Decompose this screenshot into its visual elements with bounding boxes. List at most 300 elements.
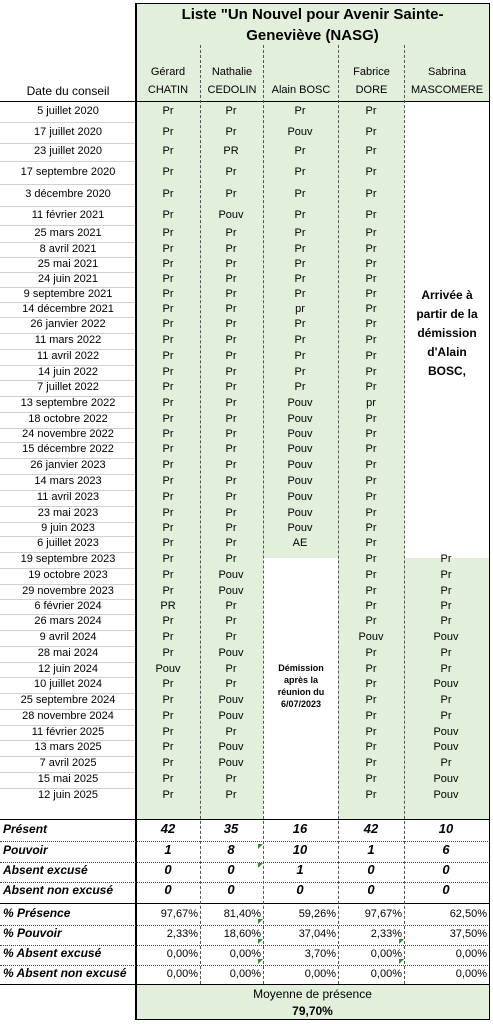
bottom-border <box>135 1019 490 1020</box>
summary-label: Absent non excusé <box>3 883 114 897</box>
percent-value: 3,70% <box>304 948 336 960</box>
attendance-cell: Pr <box>365 443 377 455</box>
comment-marker <box>399 939 404 944</box>
summary-value: 0 <box>367 862 375 877</box>
attendance-cell: Pouv <box>287 126 313 138</box>
row-date: 28 novembre 2024 <box>22 710 114 722</box>
attendance-cell: Pouv <box>287 428 313 440</box>
attendance-cell: Pr <box>225 631 237 643</box>
row-separator <box>0 161 135 162</box>
attendance-cell: Pr <box>440 585 452 597</box>
attendance-cell: Pouv <box>433 741 459 753</box>
percent-bottom-line <box>0 984 490 985</box>
resignation-note-line: 6/07/2023 <box>280 699 322 709</box>
attendance-cell: Pr <box>225 475 237 487</box>
attendance-cell: Pr <box>225 537 237 549</box>
attendance-cell: Pr <box>440 757 452 769</box>
row-date: 9 avril 2024 <box>39 631 97 643</box>
attendance-cell: Pr <box>365 258 377 270</box>
attendance-cell: Pr <box>162 243 174 255</box>
row-separator <box>0 184 135 185</box>
percent-value: 97,67% <box>160 908 198 920</box>
row-date: 12 juin 2025 <box>38 789 98 801</box>
date-column-header: Date du conseil <box>26 84 110 98</box>
row-date: 24 juin 2021 <box>38 273 98 285</box>
attendance-cell: Pr <box>365 459 377 471</box>
attendance-cell: Pr <box>365 188 377 200</box>
row-date: 11 avril 2023 <box>36 491 100 503</box>
row-date: 17 septembre 2020 <box>20 166 116 178</box>
summary-value: 35 <box>223 821 239 836</box>
attendance-cell: Pr <box>162 145 174 157</box>
summary-value: 0 <box>227 882 235 897</box>
attendance-cell: Pr <box>440 694 452 706</box>
row-date: 11 avril 2022 <box>36 350 100 362</box>
attendance-cell: Pouv <box>433 773 459 785</box>
attendance-cell: Pr <box>225 366 237 378</box>
attendance-cell: Pr <box>365 428 377 440</box>
summary-label: Pouvoir <box>3 843 48 857</box>
attendance-cell: Pr <box>365 145 377 157</box>
attendance-cell: Pr <box>225 663 237 675</box>
attendance-cell: PR <box>223 145 239 157</box>
attendance-cell: Pr <box>294 145 306 157</box>
member-first-5: Sabrina <box>428 66 466 78</box>
row-date: 7 juillet 2022 <box>37 381 99 393</box>
attendance-cell: Pr <box>162 366 174 378</box>
attendance-cell: Pr <box>162 773 174 785</box>
top-border <box>135 3 490 4</box>
attendance-cell: Pr <box>365 105 377 117</box>
attendance-cell: Pouv <box>218 710 244 722</box>
sheet-title-line1: Liste "Un Nouvel pour Avenir Sainte- <box>181 6 444 23</box>
attendance-cell: Pr <box>365 491 377 503</box>
attendance-cell: Pr <box>225 428 237 440</box>
summary-value: 0 <box>164 882 172 897</box>
summary-value: 10 <box>292 842 308 857</box>
left-border <box>135 3 137 1020</box>
percent-label: % Absent non excusé <box>3 966 127 980</box>
attendance-cell: Pouv <box>218 741 244 753</box>
percent-separator <box>0 925 490 926</box>
member-first-4: Fabrice <box>353 66 390 78</box>
row-date: 3 décembre 2020 <box>25 188 111 200</box>
attendance-cell: Pr <box>365 773 377 785</box>
attendance-cell: Pouv <box>218 757 244 769</box>
attendance-cell: Pr <box>365 334 377 346</box>
attendance-cell: Pr <box>365 663 377 675</box>
member-last-1: CHATIN <box>147 84 189 96</box>
attendance-cell: Pr <box>365 507 377 519</box>
summary-value: 1 <box>164 842 172 857</box>
summary-value: 16 <box>292 821 308 836</box>
attendance-cell: Pr <box>225 443 237 455</box>
attendance-cell: Pr <box>365 678 377 690</box>
percent-value: 0,00% <box>455 968 487 980</box>
attendance-cell: Pr <box>162 428 174 440</box>
percent-value: 0,00% <box>166 968 198 980</box>
attendance-cell: Pr <box>162 726 174 738</box>
attendance-cell: Pr <box>162 413 174 425</box>
attendance-cell: Pr <box>365 710 377 722</box>
attendance-cell: Pr <box>162 188 174 200</box>
attendance-cell: Pr <box>365 694 377 706</box>
attendance-cell: Pr <box>162 258 174 270</box>
attendance-cell: Pr <box>225 522 237 534</box>
attendance-cell: Pr <box>225 243 237 255</box>
resignation-note-line: après la <box>283 675 319 685</box>
attendance-cell: Pouv <box>433 678 459 690</box>
attendance-cell: Pr <box>294 105 306 117</box>
attendance-cell: Pr <box>365 227 377 239</box>
row-date: 26 janvier 2023 <box>30 459 106 471</box>
resignation-note-line: Démission <box>278 663 324 673</box>
attendance-cell: Pr <box>440 663 452 675</box>
attendance-cell: Pr <box>162 443 174 455</box>
percent-value: 37,04% <box>298 928 336 940</box>
attendance-cell: Pr <box>440 600 452 612</box>
percent-label: % Présence <box>3 906 71 920</box>
attendance-cell: Pr <box>162 475 174 487</box>
row-date: 8 avril 2021 <box>39 243 97 255</box>
attendance-cell: Pr <box>365 243 377 255</box>
row-date: 19 octobre 2023 <box>28 569 108 581</box>
comment-marker <box>258 919 263 924</box>
percent-value: 0,00% <box>304 968 336 980</box>
row-date: 6 juillet 2023 <box>37 537 99 549</box>
attendance-cell: Pr <box>440 615 452 627</box>
attendance-cell: Pr <box>162 522 174 534</box>
summary-value: 0 <box>442 862 450 877</box>
summary-label: Absent excusé <box>3 863 88 877</box>
row-date: 14 juin 2022 <box>38 366 98 378</box>
summary-value: 0 <box>296 882 304 897</box>
row-date: 9 juin 2023 <box>41 522 95 534</box>
attendance-cell: Pr <box>162 273 174 285</box>
attendance-cell: Pr <box>294 334 306 346</box>
summary-value: 0 <box>164 862 172 877</box>
attendance-cell: Pr <box>225 350 237 362</box>
attendance-cell: Pr <box>162 615 174 627</box>
attendance-cell: pr <box>295 303 305 315</box>
resignation-note <box>264 662 338 710</box>
comment-marker <box>258 863 263 868</box>
row-date: 14 décembre 2021 <box>22 303 114 315</box>
attendance-cell: Pr <box>162 553 174 565</box>
arrival-note-line: démission <box>417 326 477 340</box>
attendance-cell: Pr <box>225 397 237 409</box>
attendance-cell: Pr <box>225 459 237 471</box>
summary-bottom-line <box>0 903 490 904</box>
attendance-cell: Pr <box>365 553 377 565</box>
arrival-note-line: partir de la <box>416 307 478 321</box>
attendance-cell: Pr <box>294 273 306 285</box>
col-divider-3 <box>338 45 339 984</box>
attendance-cell: Pr <box>162 166 174 178</box>
row-date: 17 juillet 2020 <box>34 126 102 138</box>
attendance-cell: pr <box>366 397 376 409</box>
row-separator <box>0 206 135 207</box>
percent-value: 81,40% <box>223 908 261 920</box>
attendance-cell: Pr <box>162 757 174 769</box>
attendance-cell: Pr <box>225 413 237 425</box>
attendance-cell: Pouv <box>287 522 313 534</box>
attendance-cell: Pr <box>440 647 452 659</box>
attendance-cell: Pr <box>162 209 174 221</box>
row-date: 7 avril 2025 <box>39 757 97 769</box>
attendance-cell: AE <box>292 537 308 549</box>
row-date: 23 mai 2023 <box>37 507 99 519</box>
attendance-cell: Pr <box>365 537 377 549</box>
summary-value: 1 <box>296 862 304 877</box>
right-border <box>489 3 490 1020</box>
attendance-cell: Pr <box>365 757 377 769</box>
attendance-cell: Pr <box>294 381 306 393</box>
attendance-cell: Pr <box>365 303 377 315</box>
attendance-cell: Pr <box>162 381 174 393</box>
attendance-cell: Pouv <box>218 585 244 597</box>
attendance-cell: Pr <box>365 318 377 330</box>
attendance-cell: Pr <box>365 726 377 738</box>
attendance-cell: Pr <box>225 334 237 346</box>
attendance-cell: Pr <box>294 209 306 221</box>
row-date: 24 novembre 2022 <box>22 428 114 440</box>
attendance-cell: Pouv <box>287 507 313 519</box>
summary-value: 0 <box>367 882 375 897</box>
attendance-cell: Pr <box>225 507 237 519</box>
row-date: 29 novembre 2023 <box>22 585 114 597</box>
attendance-cell: Pr <box>162 126 174 138</box>
attendance-cell: Pr <box>294 288 306 300</box>
percent-value: 0,00% <box>166 948 198 960</box>
attendance-cell: Pr <box>225 258 237 270</box>
attendance-cell: Pouv <box>287 413 313 425</box>
attendance-cell: Pr <box>365 789 377 801</box>
attendance-cell: Pr <box>294 166 306 178</box>
attendance-cell: Pr <box>365 600 377 612</box>
row-date: 11 février 2025 <box>31 726 105 738</box>
attendance-cell: Pr <box>294 227 306 239</box>
attendance-cell: Pouv <box>287 443 313 455</box>
attendance-cell: Pr <box>294 318 306 330</box>
percent-value: 37,50% <box>449 928 487 940</box>
attendance-cell: Pr <box>225 553 237 565</box>
summary-value: 10 <box>438 821 454 836</box>
row-date: 19 septembre 2023 <box>20 553 116 565</box>
row-date: 26 mars 2024 <box>34 615 102 627</box>
arrival-note-line: BOSC, <box>427 364 466 378</box>
percent-value: 59,26% <box>298 908 336 920</box>
data-bottom-line <box>0 819 490 820</box>
attendance-cell: Pr <box>294 366 306 378</box>
attendance-cell: Pr <box>162 507 174 519</box>
attendance-cell: Pr <box>225 126 237 138</box>
attendance-cell: Pr <box>365 288 377 300</box>
attendance-cell: Pr <box>162 710 174 722</box>
attendance-cell: Pouv <box>287 397 313 409</box>
arrival-note-line: Arrivée à <box>421 288 473 302</box>
row-date: 14 mars 2023 <box>34 475 102 487</box>
attendance-cell: Pr <box>365 126 377 138</box>
attendance-cell: Pr <box>162 105 174 117</box>
attendance-cell: Pr <box>365 209 377 221</box>
attendance-cell: Pr <box>365 647 377 659</box>
attendance-cell: Pr <box>225 288 237 300</box>
percent-value: 0,00% <box>370 968 402 980</box>
attendance-cell: Pr <box>365 585 377 597</box>
percent-value: 2,33% <box>166 928 198 940</box>
col-divider-4 <box>404 45 405 984</box>
attendance-cell: Pr <box>365 413 377 425</box>
attendance-cell: Pr <box>225 678 237 690</box>
attendance-cell: Pr <box>225 600 237 612</box>
row-date: 15 décembre 2022 <box>22 443 114 455</box>
attendance-cell: Pr <box>162 741 174 753</box>
attendance-cell: Pr <box>365 741 377 753</box>
attendance-cell: Pouv <box>218 209 244 221</box>
attendance-cell: Pr <box>162 678 174 690</box>
attendance-cell: Pr <box>365 522 377 534</box>
attendance-cell: Pr <box>225 491 237 503</box>
resignation-note-line: réunion du <box>277 687 325 697</box>
summary-value: 42 <box>363 821 379 836</box>
summary-label: Présent <box>3 822 48 836</box>
attendance-cell: Pouv <box>287 491 313 503</box>
row-date: 26 janvier 2022 <box>30 318 106 330</box>
attendance-cell: Pr <box>162 227 174 239</box>
attendance-cell: Pr <box>162 537 174 549</box>
row-date: 25 septembre 2024 <box>20 694 116 706</box>
row-date: 28 mai 2024 <box>37 647 99 659</box>
member-last-2: CEDOLIN <box>207 84 257 96</box>
attendance-cell: Pouv <box>358 631 384 643</box>
row-separator <box>0 122 135 123</box>
attendance-cell: Pr <box>225 773 237 785</box>
attendance-cell: Pr <box>225 303 237 315</box>
summary-value: 8 <box>227 842 235 857</box>
attendance-cell: Pouv <box>218 694 244 706</box>
summary-value: 6 <box>442 842 450 857</box>
col-divider-2 <box>263 45 264 984</box>
sheet-title-line2: Geneviève (NASG) <box>246 27 379 44</box>
row-date: 11 mars 2022 <box>34 334 102 346</box>
arrival-note <box>405 286 489 381</box>
attendance-cell: Pr <box>162 789 174 801</box>
attendance-cell: Pouv <box>287 459 313 471</box>
percent-label: % Pouvoir <box>3 926 62 940</box>
member-last-3: Alain BOSC <box>271 84 331 96</box>
attendance-cell: Pr <box>225 166 237 178</box>
percent-value: 0,00% <box>229 968 261 980</box>
attendance-cell: Pr <box>225 227 237 239</box>
member-first-1: Gérard <box>150 66 186 78</box>
comment-marker <box>258 959 263 964</box>
member-first-2: Nathalie <box>211 66 253 78</box>
attendance-cell: Pr <box>365 366 377 378</box>
percent-value: 2,33% <box>370 928 402 940</box>
attendance-cell: Pr <box>365 273 377 285</box>
attendance-cell: Pouv <box>218 569 244 581</box>
attendance-cell: Pr <box>162 459 174 471</box>
row-date: 13 mars 2025 <box>34 741 102 753</box>
attendance-cell: Pr <box>225 615 237 627</box>
row-date: 9 septembre 2021 <box>23 288 113 300</box>
attendance-cell: Pr <box>294 243 306 255</box>
row-date: 11 février 2021 <box>31 209 105 221</box>
percent-value: 0,00% <box>370 948 402 960</box>
attendance-cell: Pr <box>225 381 237 393</box>
attendance-cell: Pr <box>225 273 237 285</box>
attendance-cell: Pr <box>294 350 306 362</box>
summary-value: 0 <box>442 882 450 897</box>
attendance-cell: Pr <box>162 694 174 706</box>
attendance-cell: Pr <box>162 585 174 597</box>
attendance-cell: Pr <box>365 381 377 393</box>
attendance-cell: Pr <box>162 397 174 409</box>
row-date: 15 mai 2025 <box>37 773 99 785</box>
attendance-cell: Pr <box>440 569 452 581</box>
attendance-cell: Pr <box>225 789 237 801</box>
attendance-cell: Pr <box>365 615 377 627</box>
attendance-cell: Pr <box>225 726 237 738</box>
attendance-cell: PR <box>160 600 176 612</box>
row-date: 25 mai 2021 <box>37 258 99 270</box>
attendance-cell: Pr <box>225 105 237 117</box>
attendance-cell: Pouv <box>155 663 181 675</box>
attendance-cell: Pr <box>162 491 174 503</box>
member-last-5: MASCOMERE <box>410 84 484 96</box>
attendance-cell: Pr <box>365 569 377 581</box>
attendance-cell: Pr <box>225 318 237 330</box>
percent-value: 62,50% <box>449 908 487 920</box>
col-divider-1 <box>200 45 201 984</box>
attendance-cell: Pr <box>162 303 174 315</box>
attendance-cell: Pr <box>365 475 377 487</box>
comment-marker <box>399 959 404 964</box>
header-bottom-line <box>0 101 490 102</box>
attendance-cell: Pr <box>162 647 174 659</box>
attendance-cell: Pr <box>440 553 452 565</box>
percent-value: 97,67% <box>364 908 402 920</box>
attendance-cell: Pouv <box>287 475 313 487</box>
row-date: 12 juin 2024 <box>38 663 98 675</box>
attendance-cell: Pr <box>225 188 237 200</box>
row-date: 13 septembre 2022 <box>20 397 116 409</box>
percent-label: % Absent excusé <box>3 946 102 960</box>
attendance-cell: Pouv <box>433 631 459 643</box>
attendance-cell: Pr <box>162 318 174 330</box>
attendance-cell: Pr <box>294 188 306 200</box>
summary-value: 1 <box>367 842 375 857</box>
row-separator <box>0 225 135 226</box>
attendance-cell: Pr <box>162 334 174 346</box>
row-date: 18 octobre 2022 <box>28 413 108 425</box>
attendance-cell: Pouv <box>218 647 244 659</box>
attendance-cell: Pr <box>162 288 174 300</box>
comment-marker <box>258 844 263 849</box>
row-date: 10 juillet 2024 <box>34 678 102 690</box>
attendance-cell: Pr <box>162 569 174 581</box>
row-date: 25 mars 2021 <box>34 227 102 239</box>
attendance-cell: Pr <box>162 350 174 362</box>
attendance-cell: Pr <box>440 710 452 722</box>
average-value: 79,70% <box>292 1004 333 1018</box>
percent-value: 0,00% <box>455 948 487 960</box>
summary-value: 0 <box>227 862 235 877</box>
percent-value: 0,00% <box>229 948 261 960</box>
attendance-cell: Pr <box>365 166 377 178</box>
row-date: 5 juillet 2020 <box>37 105 99 117</box>
